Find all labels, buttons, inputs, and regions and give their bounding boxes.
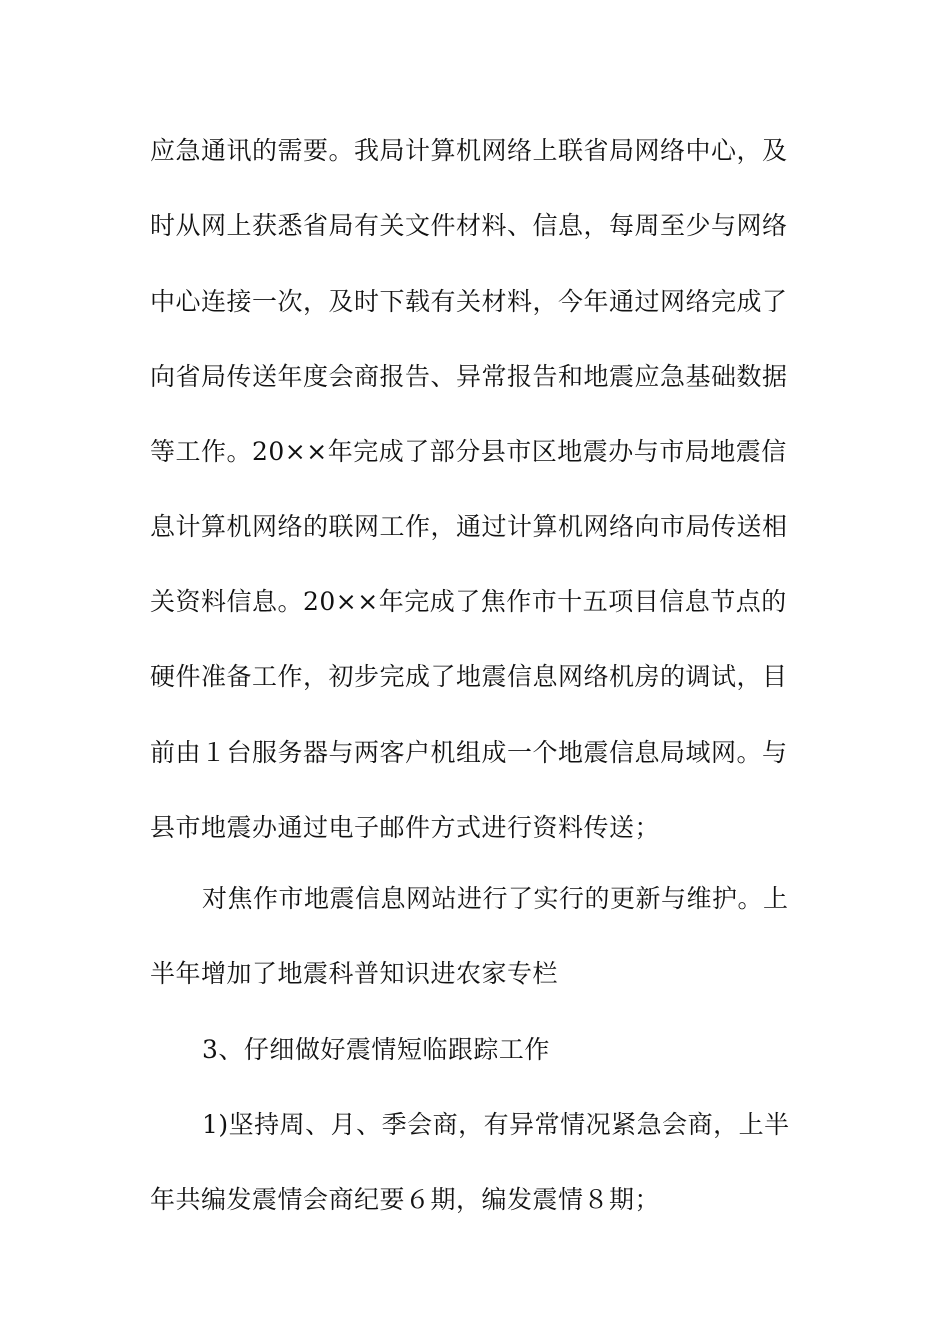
paragraph-line: 硬件准备工作，初步完成了地震信息网络机房的调试，目 [150,662,788,691]
section-heading: 3、仔细做好震情短临跟踪工作 [202,1035,550,1064]
paragraph-line: 中心连接一次，及时下载有关材料，今年通过网络完成了 [150,287,788,316]
paragraph-line: 息计算机网络的联网工作，通过计算机网络向市局传送相 [150,512,788,541]
paragraph-line: 关资料信息。20××年完成了焦作市十五项目信息节点的 [150,587,787,616]
paragraph-line: 半年增加了地震科普知识进农家专栏 [150,959,559,988]
paragraph-line-indented: 对焦作市地震信息网站进行了实行的更新与维护。上 [202,884,789,913]
paragraph-line: 年共编发震情会商纪要６期，编发震情８期； [150,1185,661,1214]
paragraph-line: 应急通讯的需要。我局计算机网络上联省局网络中心，及 [150,136,788,165]
paragraph-line: 向省局传送年度会商报告、异常报告和地震应急基础数据 [150,362,788,391]
paragraph-line-indented: 1)坚持周、月、季会商，有异常情况紧急会商，上半 [202,1110,790,1139]
paragraph-line: 县市地震办通过电子邮件方式进行资料传送； [150,813,661,842]
paragraph-line: 等工作。20××年完成了部分县市区地震办与市局地震信 [150,437,787,466]
paragraph-line: 前由１台服务器与两客户机组成一个地震信息局域网。与 [150,738,788,767]
paragraph-line: 时从网上获悉省局有关文件材料、信息，每周至少与网络 [150,211,788,240]
